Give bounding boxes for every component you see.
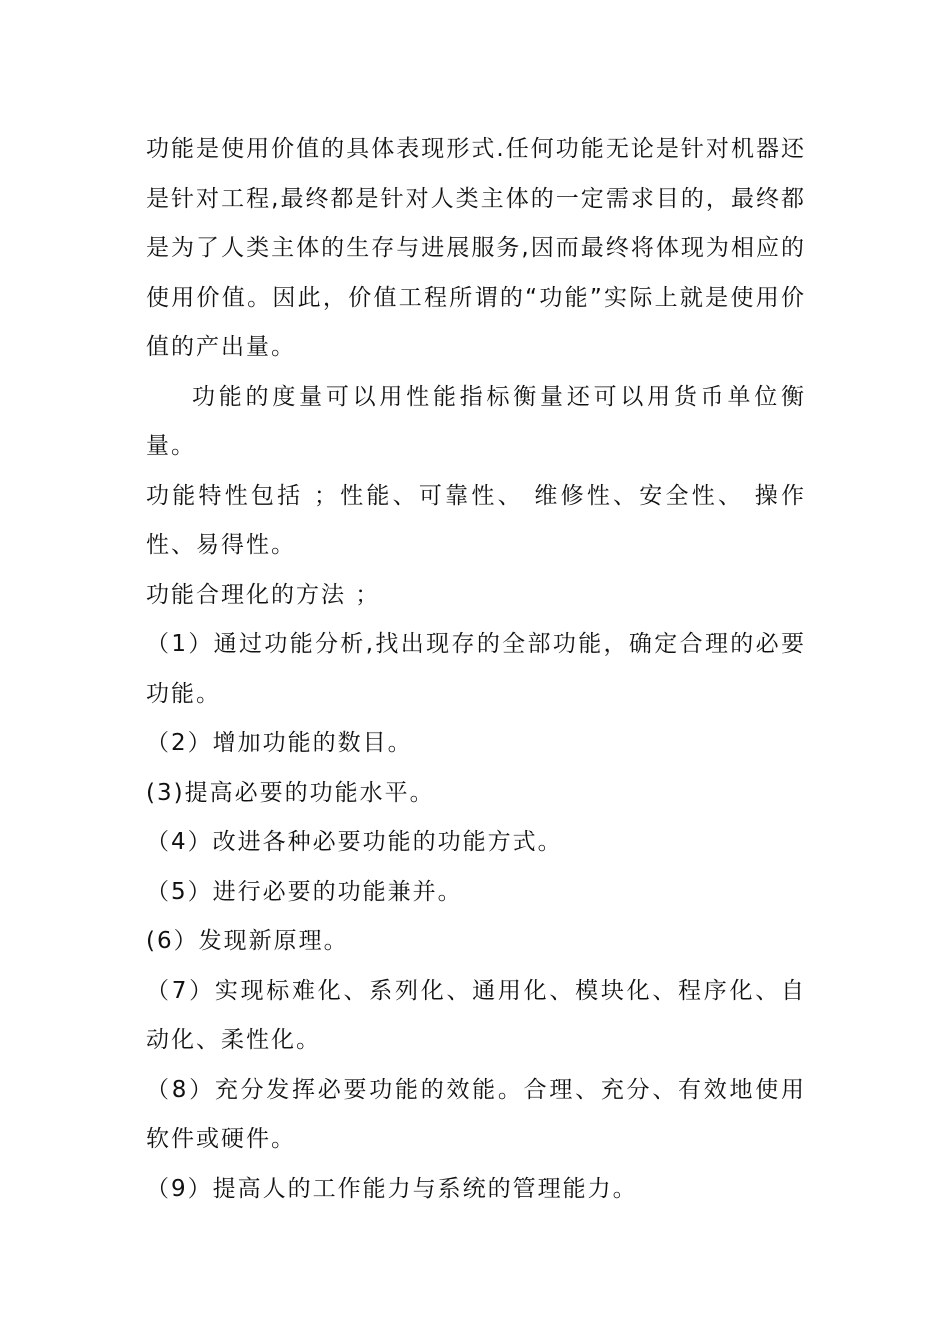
method-item-7: （7）实现标难化、系列化、通用化、模块化、程序化、自动化、柔性化。: [146, 977, 806, 1053]
methods-list: [146, 620, 806, 1214]
method-item-3: (3)提高必要的功能水平。: [146, 779, 435, 806]
method-item-2: （2）增加功能的数目。: [146, 730, 413, 756]
paragraph-methods-heading: 功能合理化的方法 ；: [146, 581, 381, 608]
document-page: [146, 125, 806, 1214]
method-item-4: （4）改进各种必要功能的功能方式。: [146, 829, 563, 855]
method-item-8: （8）充分发挥必要功能的效能。合理、充分、有效地使用软件或硬件。: [146, 1076, 806, 1152]
method-item-1: （1）通过功能分析,找出现存的全部功能，确定合理的必要功能。: [146, 631, 806, 707]
paragraph-function-definition: 功能是使用价值的具体表现形式.任何功能无论是针对机器还是针对工程,最终都是针对人类主体的一定需求目的，最终都是为了人类主体的生存与进展服务,因而最终将体现为相应的使用价值。因此，价值工程所谓的“功能”实际上就是使用价值的产出量。: [146, 136, 806, 360]
paragraph-function-characteristics: 功能特性包括 ；性能、可靠性、 维修性、安全性、 操作性、易得性。: [146, 482, 806, 558]
method-item-9: （9）提高人的工作能力与系统的管理能力。: [146, 1175, 638, 1202]
paragraph-function-measurement: 功能的度量可以用性能指标衡量还可以用货币单位衡量。: [146, 383, 806, 459]
method-item-5: （5）进行必要的功能兼并。: [146, 878, 463, 905]
method-item-6: (6）发现新原理。: [146, 928, 349, 954]
